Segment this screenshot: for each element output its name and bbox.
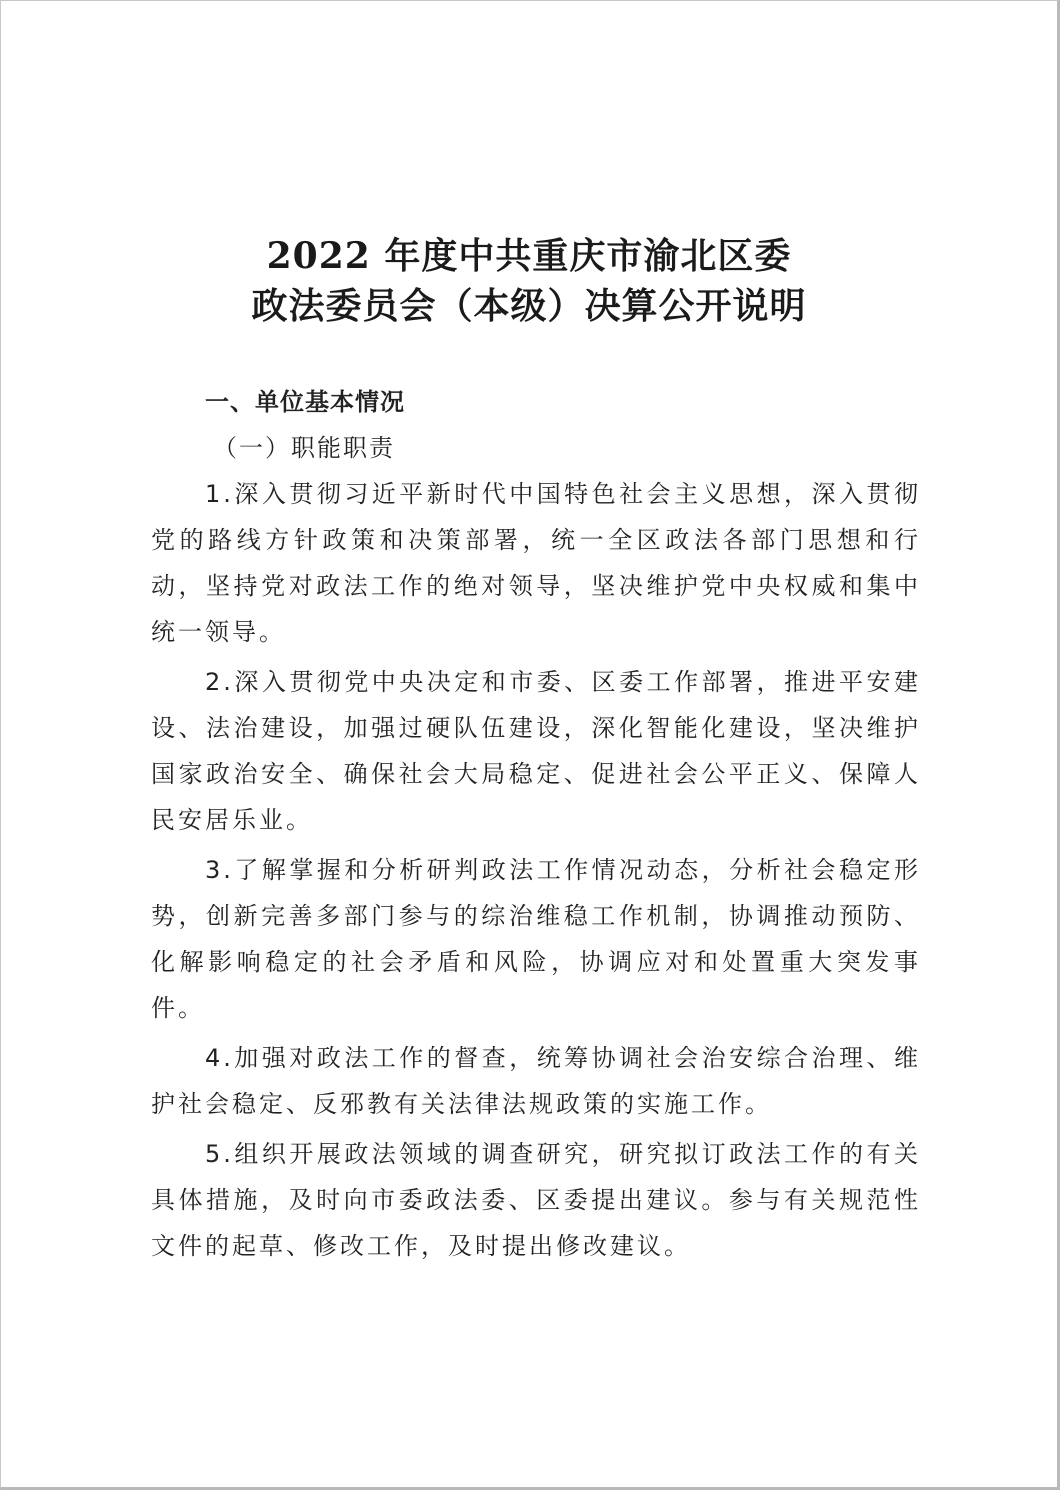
document-body bbox=[151, 379, 921, 1273]
duty-item-2: 2.深入贯彻党中央决定和市委、区委工作部署，推进平安建设、法治建设，加强过硬队伍建设，深化智能化建设，坚决维护国家政治安全、确保社会大局稳定、促进社会公平正义、保障人民安居乐业。 bbox=[151, 668, 921, 834]
duty-item-5: 5.组织开展政法领域的调查研究，研究拟订政法工作的有关具体措施，及时向市委政法委、区委提出建议。参与有关规范性文件的起草、修改工作，及时提出修改建议。 bbox=[151, 1140, 921, 1260]
subsection-heading: （一）职能职责 bbox=[213, 434, 395, 462]
duty-item-3: 3.了解掌握和分析研判政法工作情况动态，分析社会稳定形势，创新完善多部门参与的综治维稳工作机制，协调推动预防、化解影响稳定的社会矛盾和风险，协调应对和处置重大突发事件。 bbox=[151, 856, 921, 1022]
document-title bbox=[1, 231, 1057, 331]
title-line-2: 政法委员会（本级）决算公开说明 bbox=[251, 285, 807, 327]
duty-item-4: 4.加强对政法工作的督查，统筹协调社会治安综合治理、维护社会稳定、反邪教有关法律法规政策的实施工作。 bbox=[151, 1044, 921, 1118]
section-heading: 一、单位基本情况 bbox=[205, 388, 405, 416]
title-line-1: 2022 年度中共重庆市渝北区委 bbox=[266, 235, 792, 277]
duty-item-1: 1.深入贯彻习近平新时代中国特色社会主义思想，深入贯彻党的路线方针政策和决策部署，统一全区政法各部门思想和行动，坚持党对政法工作的绝对领导，坚决维护党中央权威和集中统一领导。 bbox=[151, 480, 921, 646]
